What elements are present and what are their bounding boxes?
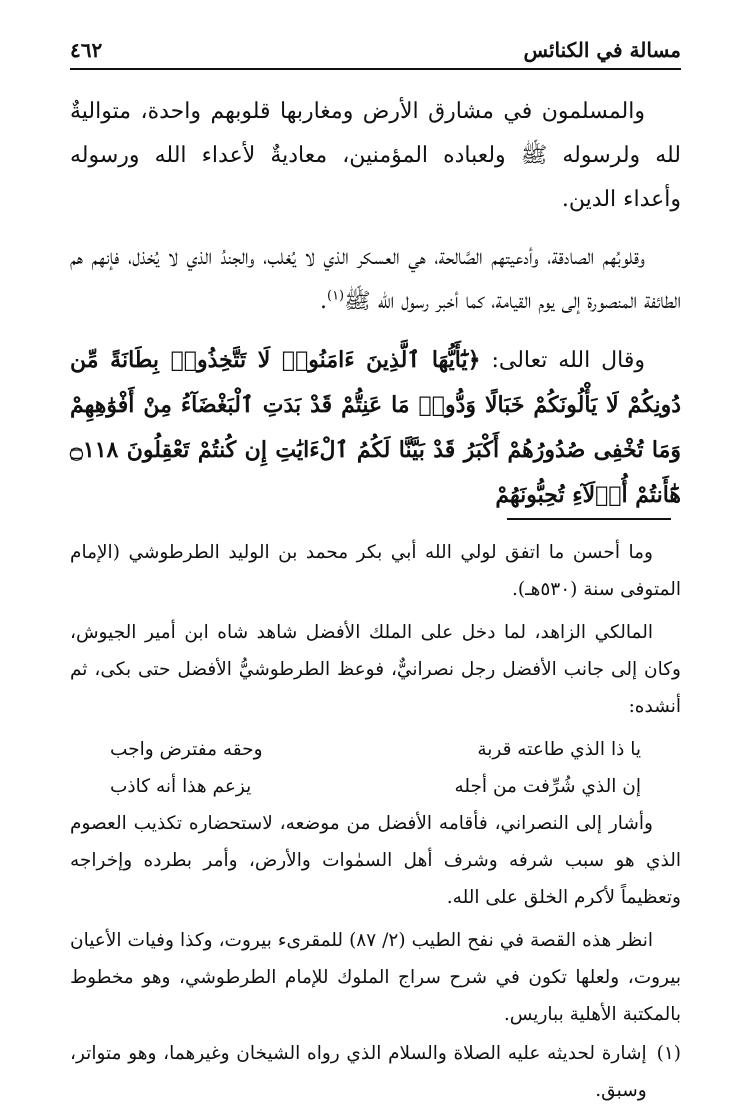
running-header	[70, 34, 681, 70]
quran-verse: ﴿يَٰٓأَيُّهَا ٱلَّذِينَ ءَامَنُوا۟ لَا تَتَّخِذُوا۟ بِطَانَةً مِّن دُونِكُمْ لَا يَأْلُونَكُمْ خَبَالًا وَدُّوا۟ مَا عَنِتُّمْ قَدْ بَدَتِ ٱلْبَغْضَآءُ مِنْ أَفْوَٰهِهِمْ وَمَا تُخْفِى صُدُورُهُمْ أَكْبَرُ قَدْ بَيَّنَّا لَكُمُ ٱلْءَايَٰتِ إِن كُنتُمْ تَعْقِلُونَ ۝١١٨ هَٰٓأَنتُمْ أُو۟لَآءِ تُحِبُّونَهُمْ	[70, 347, 681, 508]
footnote-1-number: (١)	[656, 1043, 681, 1064]
note-continuation-2: المالكي الزاهد، لما دخل على الملك الأفضل شاهد شاه ابن أمير الجيوش، وكان إلى جانب الأفضل رجل نصرانيٌّ، فوعظ الطرطوشيُّ الأفضل حتى بكى، ثم أنشده:	[70, 622, 681, 717]
note-after-poem-2: انظر هذه القصة في نفح الطيب (٢/ ٨٧) للمقرىء بيروت، وكذا وفيات الأعيان بيروت، ولعلها تكون في شرح سراج الملوك للإمام الطرطوشي، وهو مخطوط بالمكتبة الأهلية بباريس.	[70, 930, 681, 1025]
paragraph-1: والمسلمون في مشارق الأرض ومغاربها قلوبهم واحدة، متواليةٌ لله ولرسوله ﷺ ولعباده المؤمنين، معاديةٌ لأعداء الله ورسوله وأعداء الدين.	[70, 99, 681, 212]
quran-intro: وقال الله تعالى:	[480, 348, 645, 373]
note-continuation-1: وما أحسن ما اتفق لولي الله أبي بكر محمد بن الوليد الطرطوشي (الإمام المتوفى سنة (٥٣٠هـ).	[70, 542, 681, 600]
poem-verse-1-first-hemistich: يا ذا الذي طاعته قربة	[477, 739, 641, 760]
main-text	[70, 90, 681, 518]
footnote-divider	[507, 518, 671, 520]
poem-verse-1	[70, 731, 681, 768]
poem-verse-1-second-hemistich: وحقه مفترض واجب	[110, 739, 263, 760]
footnote-1-text: إشارة لحديثه عليه الصلاة والسلام الذي رواه الشيخان وغيرهما، وهو متواتر، وسبق.	[70, 1043, 647, 1101]
paragraph-2-text: وقلوبُهم الصادقة، وأدعيتهم الصَّالحة، هي العسكر الذي لا يُغلب، والجندُ الذي لا يُخذل، فإنهم هم الطائفة المنصورة إلى يوم القيامة، كما أخبر رسول الله ﷺ	[70, 245, 681, 314]
poem-verse-2-second-hemistich: يزعم هذا أنه كاذب	[110, 776, 252, 797]
running-title: مسالة في الكنائس	[523, 38, 681, 62]
page-number: ٤٦٢	[70, 38, 103, 62]
note-after-poem-1: وأشار إلى النصراني، فأقامه الأفضل من موضعه، لاستحضاره تكذيب العصوم الذي هو سبب شرفه وشرف أهل السمٰوات والأرض، وأمر بطرده وإخراجه وتعظيماً لأكرم الخلق على الله.	[70, 813, 681, 908]
poem-verse-2-first-hemistich: إن الذي شُرِّفت من أجله	[454, 776, 641, 797]
footnotes-area	[70, 534, 681, 1109]
footnote-reference: (١)	[326, 288, 345, 304]
poem-verse-2	[70, 768, 681, 805]
quran-paragraph	[70, 338, 681, 518]
paragraph-2-end: .	[319, 289, 327, 314]
footnote-1	[70, 1035, 681, 1109]
paragraph-2	[70, 236, 681, 324]
